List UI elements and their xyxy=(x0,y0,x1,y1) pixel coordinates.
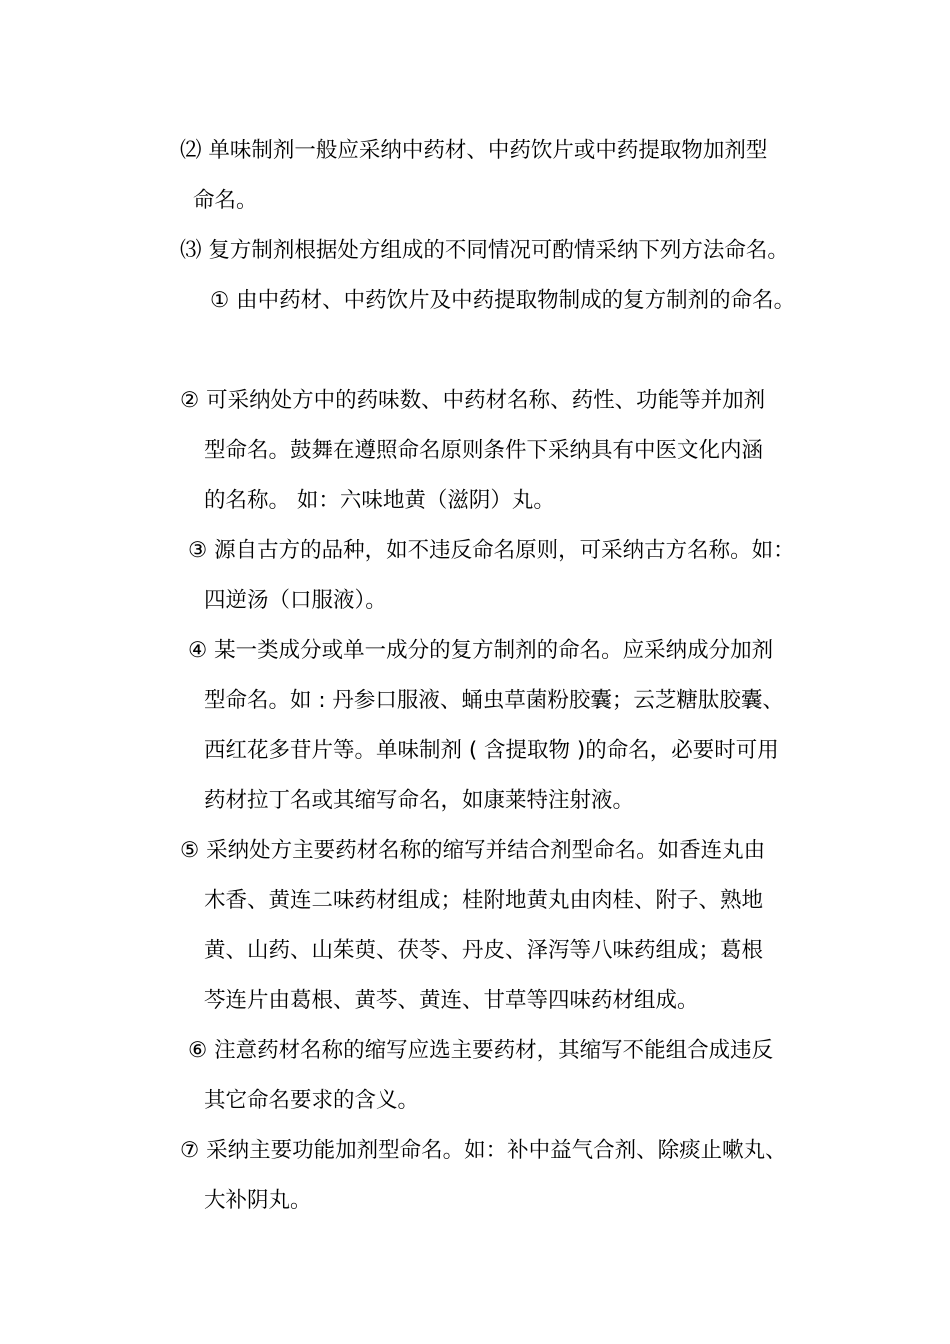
text-line: ⑵ 单味制剂一般应采纳中药材、中药饮片或中药提取物加剂型 xyxy=(180,138,768,163)
text-line: 型命名。如 : 丹参口服液、蛹虫草菌粉胶囊；云芝糖肽胶囊、 xyxy=(204,688,784,713)
text-line: 药材拉丁名或其缩写命名，如康莱特注射液。 xyxy=(204,788,635,813)
text-line: 型命名。鼓舞在遵照命名原则条件下采纳具有中医文化内涵 xyxy=(204,438,764,463)
text-line: ⑥ 注意药材名称的缩写应选主要药材，其缩写不能组合成违反 xyxy=(188,1038,774,1063)
text-line: 芩连片由葛根、黄芩、黄连、甘草等四味药材组成。 xyxy=(204,988,699,1013)
text-line: ⑶ 复方制剂根据处方组成的不同情况可酌情采纳下列方法命名。 xyxy=(180,238,789,263)
text-line: 西红花多苷片等。单味制剂 ( 含提取物 )的命名，必要时可用 xyxy=(204,738,779,763)
text-line: 的名称。 如：六味地黄（滋阴）丸。 xyxy=(204,488,555,513)
text-line: ⑦ 采纳主要功能加剂型命名。如：补中益气合剂、除痰止嗽丸、 xyxy=(180,1138,787,1163)
text-line: 其它命名要求的含义。 xyxy=(204,1088,420,1113)
text-line: 四逆汤（口服液）。 xyxy=(204,588,387,613)
text-line: ③ 源自古方的品种，如不违反命名原则，可采纳古方名称。如： xyxy=(188,538,795,563)
text-line: ② 可采纳处方中的药味数、中药材名称、药性、功能等并加剂 xyxy=(180,388,766,413)
text-line: ④ 某一类成分或单一成分的复方制剂的命名。应采纳成分加剂 xyxy=(188,638,774,663)
text-line: 命名。 xyxy=(193,188,258,213)
text-line: ⑤ 采纳处方主要药材名称的缩写并结合剂型命名。如香连丸由 xyxy=(180,838,766,863)
text-line: 黄、山药、山茱萸、茯苓、丹皮、泽泻等八味药组成；葛根 xyxy=(204,938,764,963)
text-line: 大补阴丸。 xyxy=(204,1188,312,1213)
text-line: ① 由中药材、中药饮片及中药提取物制成的复方制剂的命名。 xyxy=(210,288,796,313)
text-line: 木香、黄连二味药材组成；桂附地黄丸由肉桂、附子、熟地 xyxy=(204,888,764,913)
